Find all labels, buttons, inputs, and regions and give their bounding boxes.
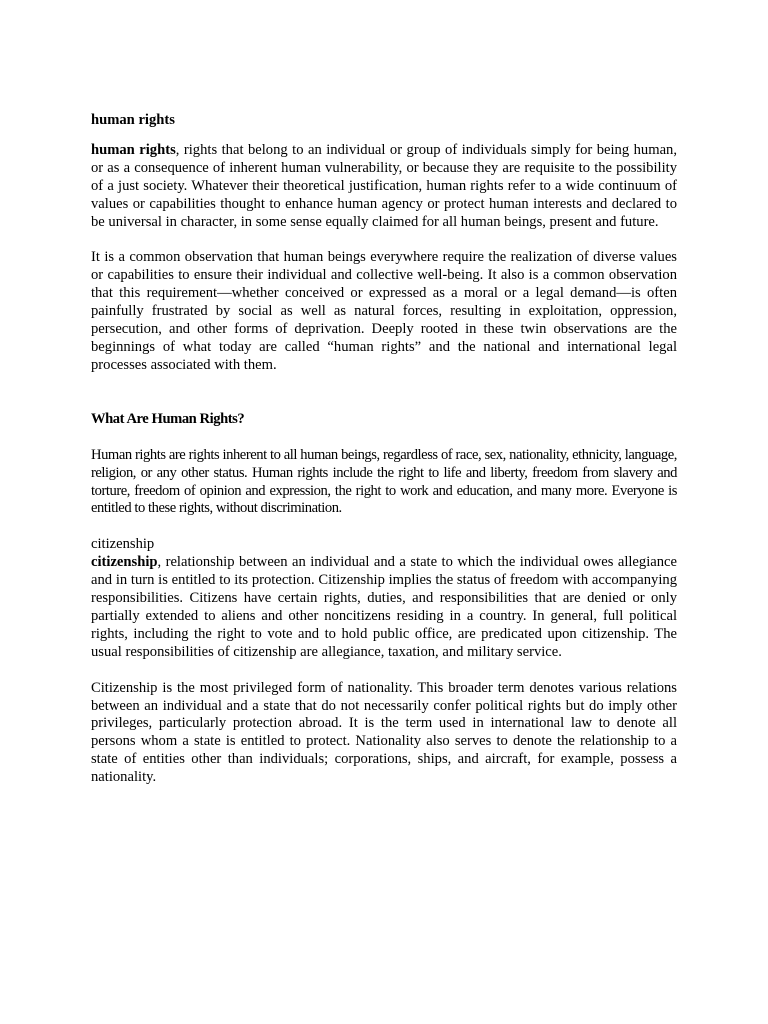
- section-title-human-rights: human rights: [91, 112, 175, 128]
- citizenship-paragraph-2: Citizenship is the most privileged form of nationality. This broader term denotes various relations between an individual and a state that do not necessarily confer political rights but do imply other privileges, particularly protection abroad. It is the term used in international law to denote all persons whom a state is entitled to protect. Nationality also serves to denote the relationship to a state of entities other than individuals; corporations, ships, and aircraft, for example, possess a nationality.: [91, 679, 677, 786]
- citizenship-paragraph-1-text: , relationship between an individual and a state to which the individual owes allegiance and in turn is entitled to its protection. Citizenship implies the status of freedom with accompanying responsibilities. Citizens have certain rights, duties, and responsibilities that are denied or only partially extended to aliens and other noncitizens residing in a country. In general, full political rights, including the right to vote and to hold public office, are predicated upon citizenship. The usual responsibilities of citizenship are allegiance, taxation, and military service.: [91, 554, 677, 660]
- citizenship-lead-term: citizenship: [91, 554, 158, 571]
- document-body: [91, 112, 677, 787]
- human-rights-paragraph-2: It is a common observation that human beings everywhere require the realization of diverse values or capabilities to ensure their individual and collective well-being. It also is a common observation that this requirement—whether conceived or expressed as a moral or a legal demand—is often painfully frustrated by social as well as natural forces, resulting in exploitation, oppression, persecution, and other forms of deprivation. Deeply rooted in these twin observations are the beginnings of what today are called “human rights” and the national and international legal processes associated with them.: [91, 249, 677, 373]
- human-rights-lead-term: human rights: [91, 141, 176, 158]
- human-rights-paragraph-1-text: , rights that belong to an individual or group of individuals simply for being human, or as a consequence of inherent human vulnerability, or because they are requisite to the possibility of a just society. Whatever their theoretical justification, human rights refer to a wide continuum of values or capabilities thought to enhance human agency or protect human interests and declared to be universal in character, in some sense equally claimed for all human beings, present and future.: [91, 141, 677, 230]
- human-rights-paragraph-1: [91, 142, 677, 232]
- section-title-what-are-human-rights: What Are Human Rights?: [91, 410, 245, 427]
- what-are-human-rights-paragraph: Human rights are rights inherent to all human beings, regardless of race, sex, nationality, ethnicity, language, religion, or any other status. Human rights include the right to life and liberty, freedom from slavery and torture, freedom of opinion and expression, the right to work and education, and many more. Everyone is entitled to these rights, without discrimination.: [91, 446, 677, 517]
- section-title-citizenship: citizenship: [91, 536, 155, 553]
- citizenship-paragraph-1: [91, 554, 677, 661]
